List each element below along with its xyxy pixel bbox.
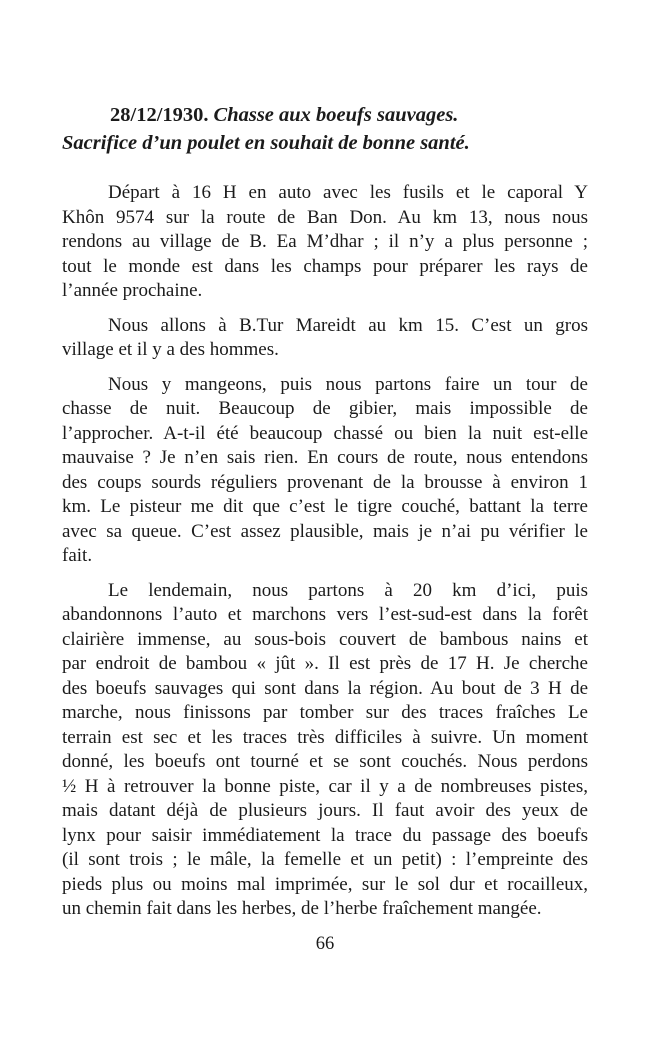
text-line: donné, les boeufs ont tourné et se sont couchés. Nous perdons	[62, 751, 588, 772]
text-line: un chemin fait dans les herbes, de l’herbe fraîchement mangée.	[62, 898, 542, 919]
entry-heading	[62, 101, 588, 157]
text-line: mais datant déjà de plusieurs jours. Il faut avoir des yeux de	[62, 800, 588, 821]
entry-title: Chasse aux boeufs sauvages.	[213, 104, 459, 126]
entry-heading-line-2	[62, 129, 588, 157]
paragraph	[62, 181, 588, 304]
text-line: ½ H à retrouver la bonne piste, car il y a de nombreuses pistes,	[62, 775, 588, 797]
text-line: Nous allons à B.Tur Mareidt au km 15. C’est un gros	[108, 314, 588, 336]
text-line: lynx pour saisir immédiatement la trace du passage des boeufs	[62, 824, 588, 846]
text-line: fait.	[62, 545, 93, 566]
page-number: 66	[315, 933, 335, 954]
text-line: km. Le pisteur me dit que c’est le tigre couché, battant la terre	[62, 496, 588, 517]
text-line: terrain est sec et les traces très difficiles à suivre. Un moment	[62, 726, 588, 748]
paragraph	[62, 579, 588, 922]
text-line: des coups sourds réguliers provenant de la brousse à environ 1	[62, 471, 588, 493]
entry-date: 28/12/1930.	[110, 104, 209, 126]
text-line: par endroit de bambou « jût ». Il est près de 17 H. Je cherche	[62, 653, 588, 674]
body-text	[62, 181, 588, 922]
entry-subtitle: Sacrifice d’un poulet en souhait de bonne santé.	[62, 132, 470, 154]
text-line: mauvaise ? Je n’en sais rien. En cours de route, nous entendons	[62, 447, 588, 468]
text-line: l’année prochaine.	[62, 280, 203, 301]
text-line: avec sa queue. C’est assez plausible, mais je n’ai pu vérifier le	[62, 520, 588, 542]
text-line: clairière immense, au sous-bois couvert de bambous nains et	[62, 628, 588, 650]
text-line: abandonnons l’auto et marchons vers l’est-sud-est dans la forêt	[62, 604, 588, 625]
text-line: pieds plus ou moins mal imprimée, sur le sol dur et rocailleux,	[62, 873, 588, 895]
text-line: Le lendemain, nous partons à 20 km d’ici, puis	[108, 579, 588, 601]
text-line: chasse de nuit. Beaucoup de gibier, mais impossible de	[62, 398, 588, 419]
text-line: Khôn 9574 sur la route de Ban Don. Au km 13, nous nous	[62, 206, 588, 228]
text-line: des boeufs sauvages qui sont dans la région. Au bout de 3 H de	[62, 677, 588, 699]
entry-heading-line-1	[62, 101, 588, 129]
paragraph	[62, 314, 588, 363]
text-line: Nous y mangeons, puis nous partons faire un tour de	[108, 373, 588, 395]
text-line: (il sont trois ; le mâle, la femelle et un petit) : l’empreinte des	[62, 849, 588, 870]
text-line: tout le monde est dans les champs pour préparer les rays de	[62, 255, 588, 277]
text-line: Départ à 16 H en auto avec les fusils et le caporal Y	[108, 182, 588, 203]
text-line: village et il y a des hommes.	[62, 339, 279, 360]
text-line: marche, nous finissons par tomber sur des traces fraîches Le	[62, 702, 588, 723]
paragraph	[62, 373, 588, 569]
text-line: rendons au village de B. Ea M’dhar ; il n’y a plus personne ;	[62, 231, 588, 252]
text-line: l’approcher. A-t-il été beaucoup chassé ou bien la nuit est-elle	[62, 422, 588, 444]
